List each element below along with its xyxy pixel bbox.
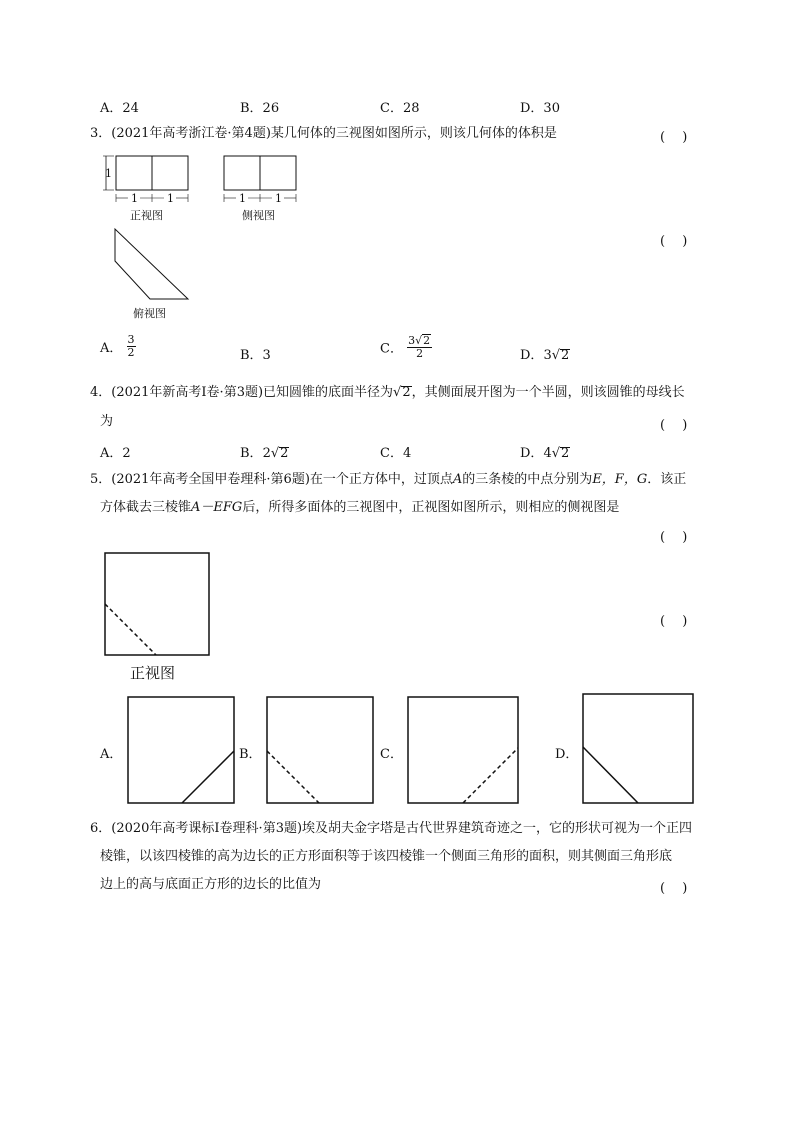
q2-option-d: D．30 — [520, 101, 560, 116]
q3-answer-paren: ( ) — [660, 130, 688, 145]
q3-dim-front-1: 1 — [131, 192, 138, 205]
q5-front-caption: 正视图 — [130, 664, 176, 682]
q3-dim-height: 1 — [105, 167, 112, 180]
q3-side-caption: 侧视图 — [242, 209, 275, 222]
q6-stem-line2: 棱锥，以该四棱锥的高为边长的正方形面积等于该四棱锥一个侧面三角形的面积，则其侧面三角形底 — [100, 849, 673, 864]
q4-option-b: B．2√2 — [240, 446, 289, 461]
q5-choice-d-label: D． — [555, 747, 579, 762]
q5-choice-c-figure — [407, 696, 520, 806]
q4-option-d: D．4√2 — [520, 446, 570, 461]
q5-choice-d-figure — [582, 693, 695, 805]
q5-choice-a-figure — [127, 696, 237, 806]
q5-answer-paren-2: ( ) — [660, 614, 688, 629]
q5-choice-c-label: C． — [380, 747, 403, 762]
q3-stem: 3．(2021年高考浙江卷·第4题)某几何体的三视图如图所示，则该几何体的体积是 — [90, 126, 557, 141]
q5-stem-line2: 方体截去三棱锥A－EFG后，所得多面体的三视图中，正视图如图所示，则相应的侧视图是 — [100, 500, 620, 515]
q4-stem-line2: 为 — [100, 414, 114, 429]
q3-option-b: B．3 — [240, 348, 271, 363]
q3-option-c: C． $\frac{3√2}{2}$ — [380, 334, 431, 360]
q3-top-view — [110, 225, 200, 305]
q3-dim-side-2: 1 — [275, 192, 282, 205]
q5-choice-a-label: A． — [100, 747, 123, 762]
q3-option-a: A． $\frac{3}{2}$ — [100, 333, 135, 359]
q5-front-view — [104, 552, 212, 658]
q3-dim-side-1: 1 — [239, 192, 246, 205]
q4-answer-paren: ( ) — [660, 418, 688, 433]
q2-option-c: C．28 — [380, 101, 420, 116]
q3-front-view — [103, 156, 188, 202]
q6-stem-line1: 6．(2020年高考课标Ⅰ卷理科·第3题)埃及胡夫金字塔是古代世界建筑奇迹之一，它的形状可视为一个正四 — [90, 821, 693, 836]
q4-stem-line1: 4．(2021年新高考Ⅰ卷·第3题)已知圆锥的底面半径为√2，其侧面展开图为一个半圆，则该圆锥的母线长 — [90, 385, 685, 400]
q3-option-d: D．3√2 — [520, 348, 570, 363]
q6-answer-paren: ( ) — [660, 881, 688, 896]
q2-option-a: A．24 — [100, 101, 139, 116]
q5-stem-line1: 5．(2021年高考全国甲卷理科·第6题)在一个正方体中，过顶点A的三条棱的中点分别为E，F，G．该正 — [90, 472, 687, 487]
q3-front-caption: 正视图 — [130, 209, 163, 222]
q3-top-caption: 俯视图 — [133, 307, 166, 320]
q6-stem-line3: 边上的高与底面正方形的边长的比值为 — [100, 877, 322, 892]
q3-answer-paren-2: ( ) — [660, 234, 688, 249]
q5-choice-b-label: B． — [239, 747, 262, 762]
q4-option-a: A．2 — [100, 446, 131, 461]
q5-answer-paren: ( ) — [660, 530, 688, 545]
q3-dim-front-2: 1 — [167, 192, 174, 205]
q5-choice-b-figure — [266, 696, 376, 806]
q2-option-b: B．26 — [240, 101, 280, 116]
q3-side-view — [224, 156, 296, 202]
q4-option-c: C．4 — [380, 446, 412, 461]
